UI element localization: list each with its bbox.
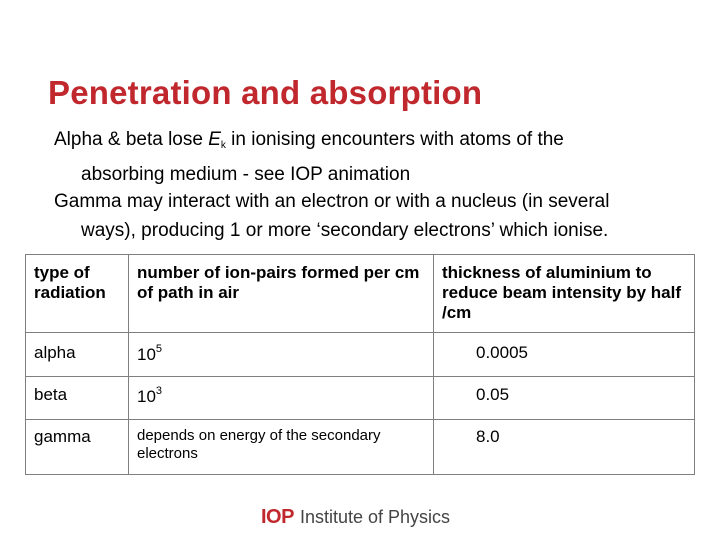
ek-symbol: E <box>208 129 221 150</box>
paragraph-alpha-beta <box>54 125 664 189</box>
cell-type: alpha <box>26 333 129 377</box>
cell-ion-pairs <box>129 377 434 420</box>
table-row <box>26 377 695 420</box>
para2-line2: ways), producing 1 or more ‘secondary electrons’ which ionise. <box>81 220 609 241</box>
ion-base: 10 <box>137 387 156 406</box>
cell-ion-pairs <box>129 333 434 377</box>
para1-text-pre: Alpha & beta lose <box>54 129 209 150</box>
cell-type: beta <box>26 377 129 420</box>
para1-text-post: in ionising encounters with atoms of the <box>225 129 564 150</box>
iop-logo-mark: IOP <box>261 506 294 528</box>
header-ion-pairs: number of ion-pairs formed per cm of path in air <box>129 255 434 333</box>
cell-type: gamma <box>26 420 129 475</box>
cell-thickness: 0.0005 <box>434 333 695 377</box>
header-type: type of radiation <box>26 255 129 333</box>
institute-name: Institute of Physics <box>299 507 451 527</box>
table-row <box>26 333 695 377</box>
para1-line2: absorbing medium - see IOP animation <box>81 164 411 185</box>
ek-subscript: k <box>220 140 226 151</box>
slide-title: Penetration and absorption <box>48 74 483 111</box>
header-thickness: thickness of aluminium to reduce beam intensity by half /cm <box>434 255 695 333</box>
cell-thickness: 8.0 <box>434 420 695 475</box>
paragraph-gamma <box>54 187 664 245</box>
absorption-table <box>25 254 695 475</box>
table-row <box>26 420 695 475</box>
ion-exponent: 3 <box>155 385 163 397</box>
footer-logo <box>261 506 450 529</box>
cell-thickness: 0.05 <box>434 377 695 420</box>
para2-line1: Gamma may interact with an electron or with a nucleus (in several <box>54 191 610 212</box>
ion-base: 10 <box>137 345 156 364</box>
ion-exponent: 5 <box>155 343 163 355</box>
cell-ion-pairs: depends on energy of the secondary electrons <box>129 420 434 475</box>
table-header-row <box>26 255 695 333</box>
